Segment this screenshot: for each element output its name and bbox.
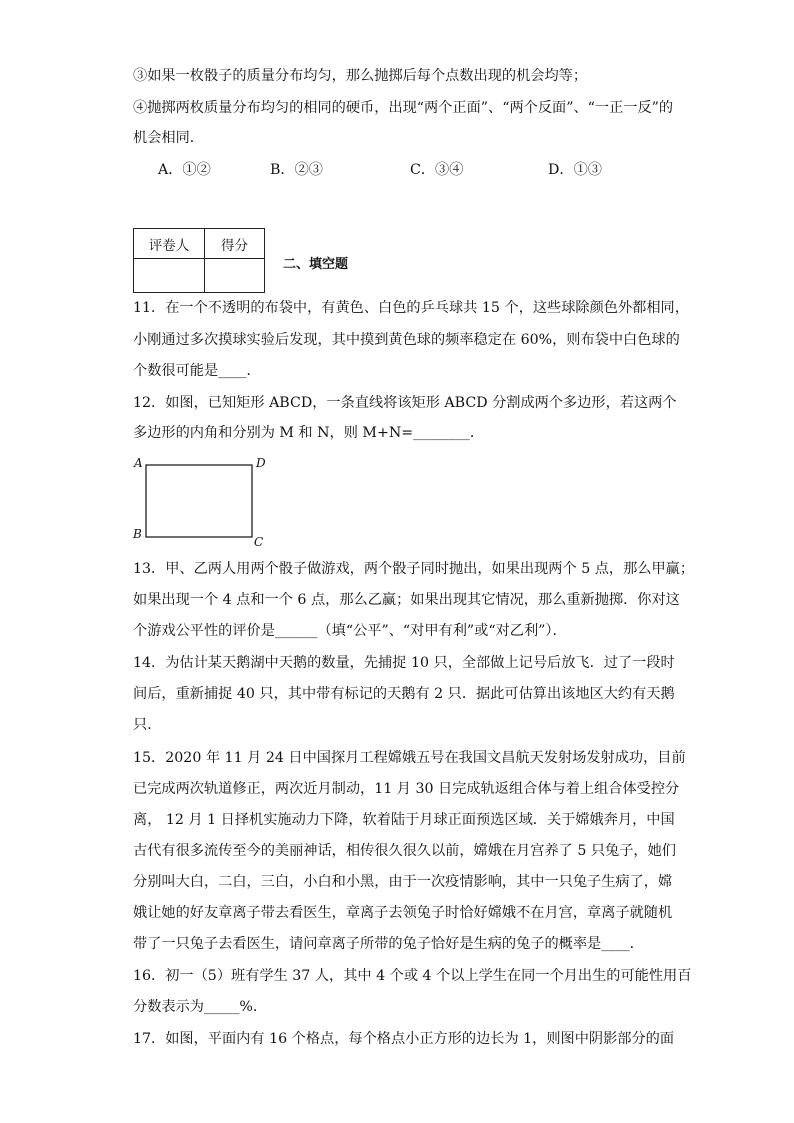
q16-line-1: 16．初一（5）班有学生 37 人，其中 4 个或 4 个以上学生在同一个月出生的可能性用百 (133, 968, 692, 984)
score-header: 得分 (205, 229, 265, 259)
option-a: A．①② (158, 162, 211, 178)
q14-line-3: 只． (133, 717, 162, 733)
q15-line-5: 分别叫大白，二白，三白，小白和小黑，由于一次疫情影响，其中一只兔子生病了，嫦 (133, 874, 673, 890)
q14-line-1: 14．为估计某天鹅湖中天鹅的数量，先捕捉 10 只，全部做上记号后放飞．过了一段时 (133, 655, 675, 671)
option-c: C．③④ (410, 162, 464, 178)
option-b: B．②③ (270, 162, 323, 178)
q16-line-2: 分数表示为_____%． (133, 999, 268, 1015)
vertex-d-label: D (256, 456, 266, 470)
q11-line-2: 小刚通过多次摸球实验后发现，其中摸到黄色球的频率稳定在 60%，则布袋中白色球的 (133, 332, 680, 348)
vertex-a-label: A (134, 456, 143, 470)
statement-3: ③如果一枚骰子的质量分布均匀，那么抛掷后每个点数出现的机会均等； (133, 68, 588, 84)
q15-line-2: 已完成两次轨道修正，两次近月制动，11 月 30 日完成轨返组合体与着上组合体受控分 (133, 781, 680, 797)
q12-line-1: 12．如图，已知矩形 ABCD，一条直线将该矩形 ABCD 分割成两个多边形，若这两个 (133, 395, 677, 411)
statement-4: ④抛掷两枚质量分布均匀的相同的硬币，出现“两个正面”、“两个反面”、“一正一反”的 (133, 100, 674, 116)
q15-line-4: 古代有很多流传至今的美丽神话，相传很久很久以前，嫦娥在月宫养了 5 只兔子，她们 (133, 843, 676, 859)
q14-line-2: 间后，重新捕捉 40 只，其中带有标记的天鹅有 2 只．据此可估算出该地区大约有天鹅 (133, 686, 675, 702)
q15-line-1: 15．2020 年 11 月 24 日中国探月工程嫦娥五号在我国文昌航天发射场发射成功，目前 (133, 750, 686, 766)
q11-line-1: 11．在一个不透明的布袋中，有黄色、白色的乒乓球共 15 个，这些球除颜色外都相同， (133, 300, 689, 316)
q13-line-1: 13．甲、乙两人用两个骰子做游戏，两个骰子同时抛出，如果出现两个 5 点，那么甲赢； (133, 561, 695, 577)
q17-line-1: 17．如图，平面内有 16 个格点，每个格点小正方形的边长为 1，则图中阴影部分的面 (133, 1031, 675, 1047)
rectangle-abcd (146, 465, 252, 537)
q12-line-2: 多边形的内角和分别为 M 和 N，则 M+N=________． (133, 425, 485, 441)
q15-line-7: 带了一只兔子去看医生，请问章离子所带的兔子恰好是生病的兔子的概率是____． (133, 936, 644, 952)
score-cell (205, 259, 265, 293)
vertex-b-label: B (133, 527, 142, 541)
rectangle-figure (125, 452, 275, 552)
q11-line-3: 个数很可能是____． (133, 363, 261, 379)
q13-line-3: 个游戏公平性的评价是______（填“公平”、“对甲有利”或“对乙利”）． (133, 623, 567, 639)
grader-cell (134, 259, 205, 293)
statement-4-cont: 机会相同． (133, 130, 204, 146)
score-table (133, 228, 265, 293)
option-d: D．①③ (548, 162, 602, 178)
q15-line-3: 离， 12 月 1 日择机实施动力下降，软着陆于月球正面预选区域．关于嫦娥奔月，中国 (133, 812, 675, 828)
q13-line-2: 如果出现一个 4 点和一个 6 点，那么乙赢；如果出现其它情况，那么重新抛掷．你对这 (133, 592, 680, 608)
vertex-c-label: C (254, 535, 264, 549)
section-title: 二、填空题 (283, 257, 349, 272)
grader-header: 评卷人 (134, 229, 205, 259)
q15-line-6: 娥让她的好友章离子带去看医生，章离子去领兔子时恰好嫦娥不在月宫，章离子就随机 (133, 905, 673, 921)
